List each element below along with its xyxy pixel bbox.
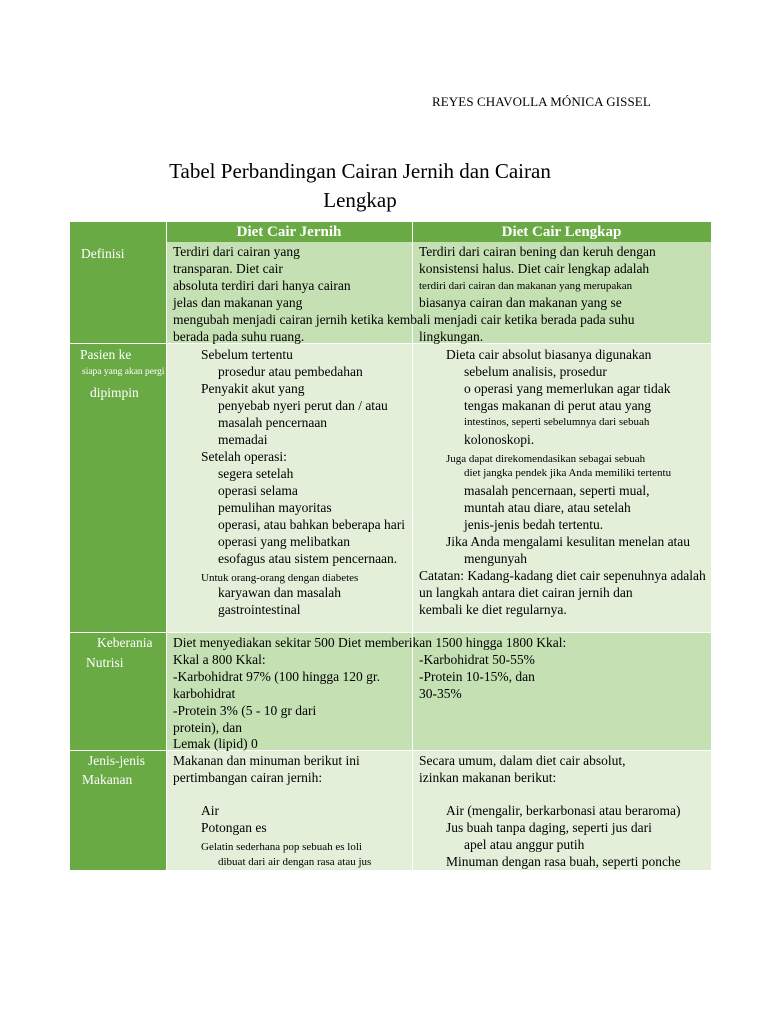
header-col-lengkap: Diet Cair Lengkap xyxy=(412,222,711,242)
nutrisi-overflow-line: Diet menyediakan sekitar 500 Diet memberikan 1500 hingga 1800 Kkal: xyxy=(173,635,567,650)
definisi-overflow-line: mengubah menjadi cairan jernih ketika kembali menjadi cair ketika berada pada suhu xyxy=(173,312,635,327)
title-line-1: Tabel Perbandingan Cairan Jernih dan Cairan xyxy=(169,159,551,183)
row-divider xyxy=(70,632,711,633)
title-line-2: Lengkap xyxy=(323,188,397,212)
header-col-jernih: Diet Cair Jernih xyxy=(166,222,412,242)
header-corner xyxy=(70,222,166,242)
row-divider xyxy=(70,750,711,751)
page-title xyxy=(150,157,570,215)
row-divider xyxy=(70,343,711,344)
row-label-pasien: Pasien ke siapa yang akan pergi dipimpin xyxy=(70,343,166,632)
column-divider-left xyxy=(166,222,167,870)
row-label-nutrisi: Keberania Nutrisi xyxy=(70,632,166,750)
row-label-definisi: Definisi xyxy=(70,242,166,343)
row-label-jenis: Jenis-jenis Makanan xyxy=(70,750,166,870)
author-name: REYES CHAVOLLA MÓNICA GISSEL xyxy=(432,94,651,109)
